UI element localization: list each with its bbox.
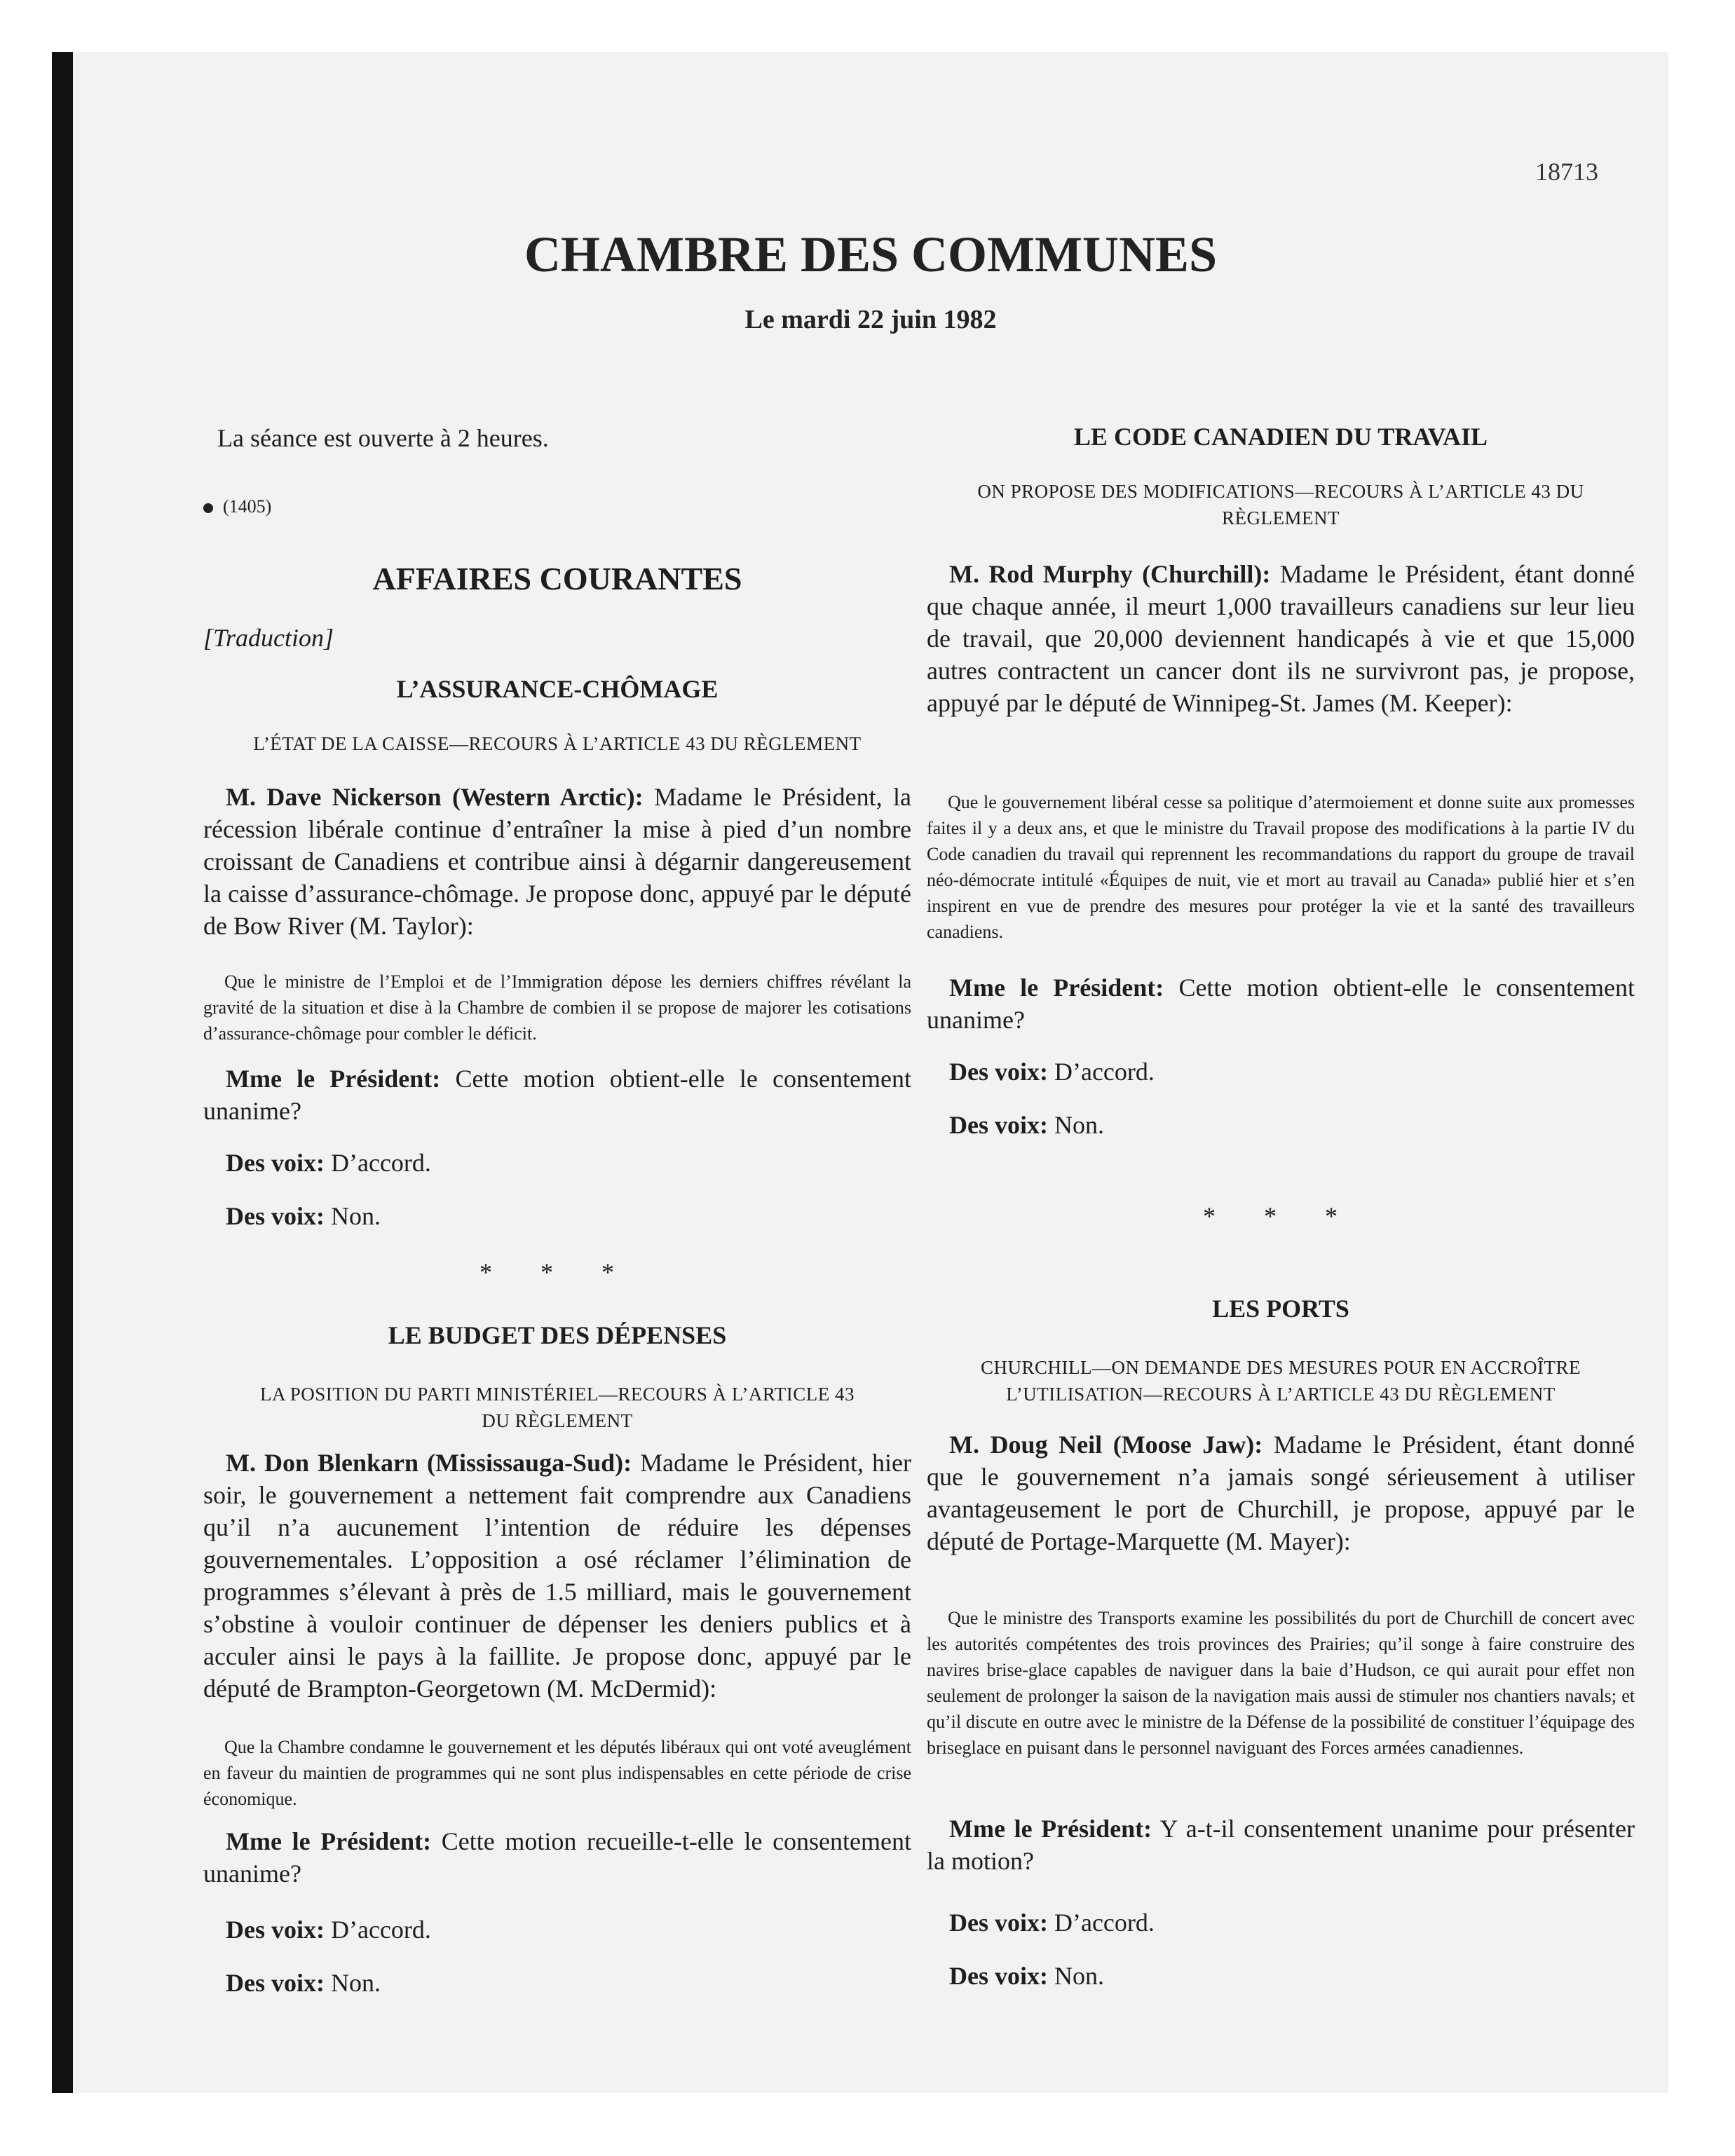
speaker-name: Mme le Président:	[949, 974, 1164, 1002]
bullet-icon	[203, 503, 213, 513]
section-title: AFFAIRES COURANTES	[372, 561, 742, 596]
speaker-name: Mme le Président:	[949, 1815, 1152, 1843]
motion-text: Que le ministre des Transports examine les possibilités du port de Churchill de concert avec les autorités compétentes des trois provinces des Prairies; qu’il songe à faire construire des navires brise-glace capables de naviguer dans la baie d’Hudson, ce qui aurait pour effet non seulement de prolonger la saison de la navigation mais aussi de stimuler nos chantiers navals; et qu’il discute en outre avec le ministre de la Défense de la possibilité de constituer l’équipage des briseglace en puisant dans le personnel naviguant des Forces armées canadiennes.	[927, 1608, 1635, 1758]
voices-no: Des voix: Non.	[949, 1962, 1104, 1990]
speech-paragraph	[203, 1447, 911, 1705]
speech-paragraph	[203, 781, 911, 942]
translation-note: [Traduction]	[203, 624, 334, 652]
voices-yes: Des voix: D’accord.	[226, 1149, 431, 1177]
sitting-date: Le mardi 22 juin 1982	[744, 305, 997, 334]
speech-text: Cette motion obtient-elle le consentement unanime?	[927, 974, 1635, 1034]
voices-no: Des voix: Non.	[226, 1202, 381, 1230]
item-heading: LE BUDGET DES DÉPENSES	[388, 1321, 727, 1349]
speech-text: Cette motion obtient-elle le consentement unanime?	[203, 1065, 911, 1125]
speech-text: Madame le Président, étant donné que le gouvernement n’a jamais songé sérieusement à utiliser avantageusement le port de Churchill, je propose, appuyé par le député de Portage-Marquette (M. Mayer):	[927, 1431, 1635, 1555]
speech-text: Cette motion recueille-t-elle le consentement unanime?	[203, 1827, 911, 1888]
president-paragraph	[927, 971, 1635, 1036]
speech-text: Madame le Président, étant donné que chaque année, il meurt 1,000 travailleurs canadiens sur leur lieu de travail, que 20,000 deviennent handicapés à vie et que 15,000 autres contractent un cancer dont ils ne survivront pas, je propose, appuyé par le député de Winnipeg-St. James (M. Keeper):	[927, 560, 1635, 717]
speaker-name: M. Dave Nickerson (Western Arctic):	[226, 783, 644, 811]
item-subheading: ON PROPOSE DES MODIFICATIONS—RECOURS À L’ARTICLE 43 DU RÈGLEMENT	[977, 481, 1584, 528]
voices-no: Des voix: Non.	[949, 1111, 1104, 1139]
speaker-name: Mme le Président:	[226, 1065, 441, 1093]
speaker-name: M. Don Blenkarn (Mississauga-Sud):	[226, 1449, 632, 1477]
president-paragraph	[927, 1813, 1635, 1877]
president-paragraph	[203, 1825, 911, 1890]
speaker-name: M. Rod Murphy (Churchill):	[949, 560, 1271, 588]
speech-text: Madame le Président, la récession libérale continue d’entraîner la mise à pied d’un nombre croissant de Canadiens et contribue ainsi à dégarnir dangereusement la caisse d’assurance-chômage. Je propose donc, appuyé par le député de Bow River (M. Taylor):	[203, 783, 912, 940]
speech-text: Madame le Président, hier soir, le gouvernement a nettement fait comprendre aux Canadiens qu’il n’a aucunement l’intention de réduire les dépenses gouvernementales. L’opposition a osé réclamer l’élimination de programmes s’élevant à près de 1.5 milliard, mais le gouvernement s’obstine à vouloir continuer de dépenser les deniers publics et à acculer ainsi le pays à la faillite. Je propose donc, appuyé par le député de Brampton-Georgetown (M. McDermid):	[203, 1449, 912, 1703]
speech-paragraph	[927, 558, 1635, 719]
voices-yes: Des voix: D’accord.	[226, 1916, 431, 1944]
motion-text: Que la Chambre condamne le gouvernement et les députés libéraux qui ont voté aveuglément en faveur du maintien de programmes qui ne sont plus indispensables en cette période de crise économique.	[203, 1737, 911, 1809]
section-separator: * * *	[479, 1258, 635, 1286]
item-heading: LE CODE CANADIEN DU TRAVAIL	[1073, 423, 1488, 451]
motion-text: Que le ministre de l’Emploi et de l’Immigration dépose les derniers chiffres révélant la gravité de la situation et dise à la Chambre de combien il se propose de majorer les cotisations d’assurance-chômage pour combler le déficit.	[203, 971, 911, 1044]
speaker-name: M. Doug Neil (Moose Jaw):	[949, 1431, 1263, 1459]
voices-no: Des voix: Non.	[226, 1969, 381, 1997]
page-number: 18713	[1535, 158, 1598, 186]
item-heading: L’ASSURANCE-CHÔMAGE	[396, 675, 719, 703]
speaker-name: Mme le Président:	[226, 1827, 432, 1855]
item-subheading: CHURCHILL—ON DEMANDE DES MESURES POUR EN ACCROÎTRE L’UTILISATION—RECOURS À L’ARTICLE 43 DU RÈGLEMENT	[980, 1357, 1581, 1405]
page-title: CHAMBRE DES COMMUNES	[524, 226, 1218, 282]
voices-yes: Des voix: D’accord.	[949, 1058, 1155, 1086]
section-separator: * * *	[1203, 1202, 1359, 1230]
item-subheading: L’ÉTAT DE LA CAISSE—RECOURS À L’ARTICLE 43 DU RÈGLEMENT	[253, 733, 862, 754]
speech-text: Y a-t-il consentement unanime pour présenter la motion?	[927, 1815, 1635, 1875]
sitting-opening: La séance est ouverte à 2 heures.	[217, 424, 549, 452]
time-marker: (1405)	[203, 496, 271, 517]
speech-paragraph	[927, 1428, 1635, 1557]
voices-yes: Des voix: D’accord.	[949, 1909, 1155, 1937]
item-heading: LES PORTS	[1212, 1295, 1349, 1323]
item-subheading: LA POSITION DU PARTI MINISTÉRIEL—RECOURS À L’ARTICLE 43 DU RÈGLEMENT	[259, 1384, 855, 1431]
motion-text: Que le gouvernement libéral cesse sa politique d’atermoiement et donne suite aux promesses faites il y a deux ans, et que le ministre du Travail propose des modifications à la partie IV du Code canadien du travail qui reprennent les recommandations du rapport du groupe de travail néo-démocrate intitulé «Équipes de nuit, vie et mort au travail au Canada» publié hier et s’en inspirent en vue de prendre des mesures pour protéger la vie et la santé des travailleurs canadiens.	[927, 792, 1635, 942]
document-page	[52, 52, 1668, 2093]
president-paragraph	[203, 1063, 911, 1127]
